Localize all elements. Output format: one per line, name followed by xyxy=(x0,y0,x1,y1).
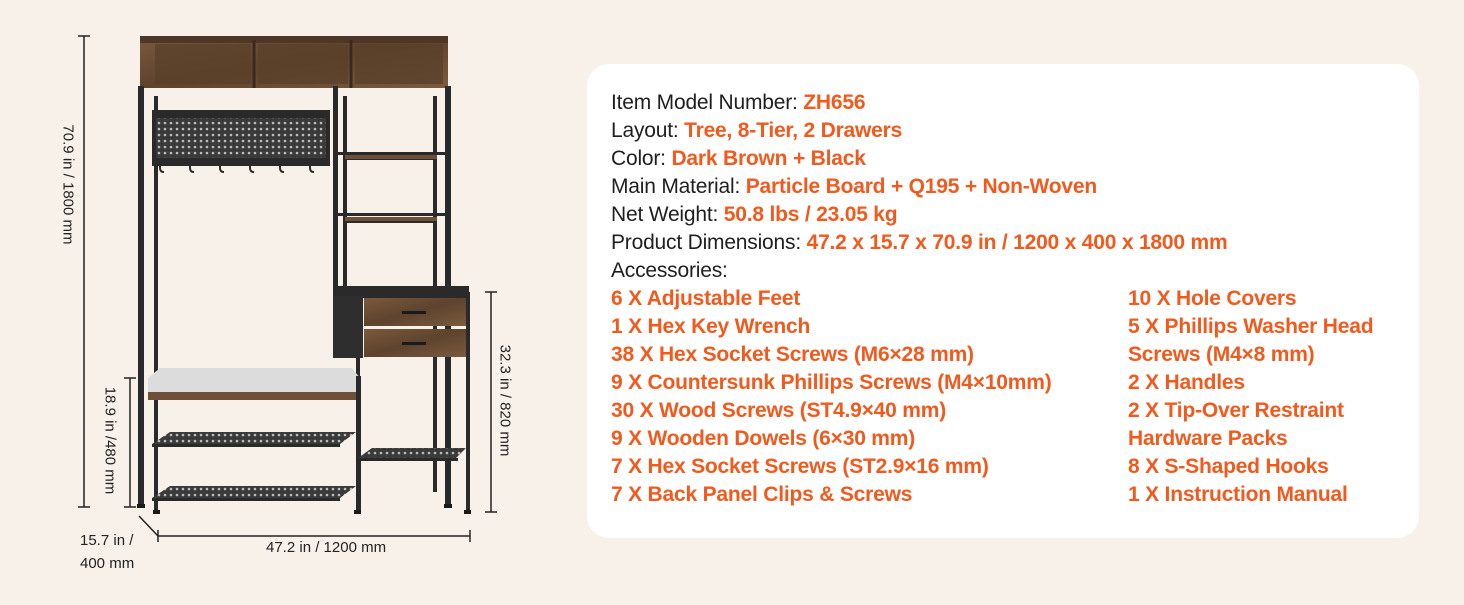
bench-cushion xyxy=(148,368,360,396)
depth-dimension-line xyxy=(139,516,158,536)
accessory-item: 7 X Hex Socket Screws (ST2.9×16 mm) xyxy=(611,455,989,478)
bench-height-dimension-line xyxy=(124,378,136,507)
bench-height-dimension-label: 18.9 in /480 mm xyxy=(101,386,119,495)
spec-main-material: Main Material: Particle Board + Q195 + Non-Woven xyxy=(611,175,1098,198)
spec-model-number: Item Model Number: ZH656 xyxy=(611,91,866,114)
accessory-item: 1 X Hex Key Wrench xyxy=(611,315,811,338)
side-shelf-bottom xyxy=(358,448,466,458)
accessory-item: 1 X Instruction Manual xyxy=(1128,483,1348,506)
accessory-item: 9 X Wooden Dowels (6×30 mm) xyxy=(611,427,916,450)
hall-tree-illustration xyxy=(0,0,560,600)
bench-shelf-middle xyxy=(152,432,356,444)
accessory-item: 38 X Hex Socket Screws (M6×28 mm) xyxy=(611,343,974,366)
depth-dimension-label-line1: 15.7 in / xyxy=(80,532,134,549)
accessory-item: 8 X S-Shaped Hooks xyxy=(1128,455,1329,478)
height-dimension-line xyxy=(78,36,90,507)
bench-shelf-bottom xyxy=(152,486,356,498)
drawer-height-dimension-label: 32.3 in / 820 mm xyxy=(496,344,514,457)
specifications-card xyxy=(587,64,1419,538)
accessory-item: 5 X Phillips Washer Head xyxy=(1128,315,1374,338)
accessories-heading: Accessories: xyxy=(611,259,728,282)
spec-layout: Layout: Tree, 8-Tier, 2 Drawers xyxy=(611,119,903,142)
accessory-item: Hardware Packs xyxy=(1128,427,1288,450)
spec-net-weight: Net Weight: 50.8 lbs / 23.05 kg xyxy=(611,203,898,226)
spec-color: Color: Dark Brown + Black xyxy=(611,147,866,170)
width-dimension-label: 47.2 in / 1200 mm xyxy=(266,539,387,556)
accessory-item: 30 X Wood Screws (ST4.9×40 mm) xyxy=(611,399,946,422)
accessory-item: 10 X Hole Covers xyxy=(1128,287,1297,310)
height-dimension-label: 70.9 in / 1800 mm xyxy=(59,124,77,245)
spec-product-dimensions: Product Dimensions: 47.2 x 15.7 x 70.9 in / 1200 x 400 x 1800 mm xyxy=(611,231,1228,254)
product-illustration-area xyxy=(0,0,560,600)
accessory-item: 2 X Tip-Over Restraint xyxy=(1128,399,1344,422)
accessory-item: 2 X Handles xyxy=(1128,371,1245,394)
drawer-height-dimension-line xyxy=(485,292,497,512)
accessory-item: 7 X Back Panel Clips & Screws xyxy=(611,483,913,506)
accessory-item: Screws (M4×8 mm) xyxy=(1128,343,1315,366)
accessory-item: 9 X Countersunk Phillips Screws (M4×10mm) xyxy=(611,371,1052,394)
accessory-item: 6 X Adjustable Feet xyxy=(611,287,801,310)
depth-dimension-label-line2: 400 mm xyxy=(80,555,135,572)
